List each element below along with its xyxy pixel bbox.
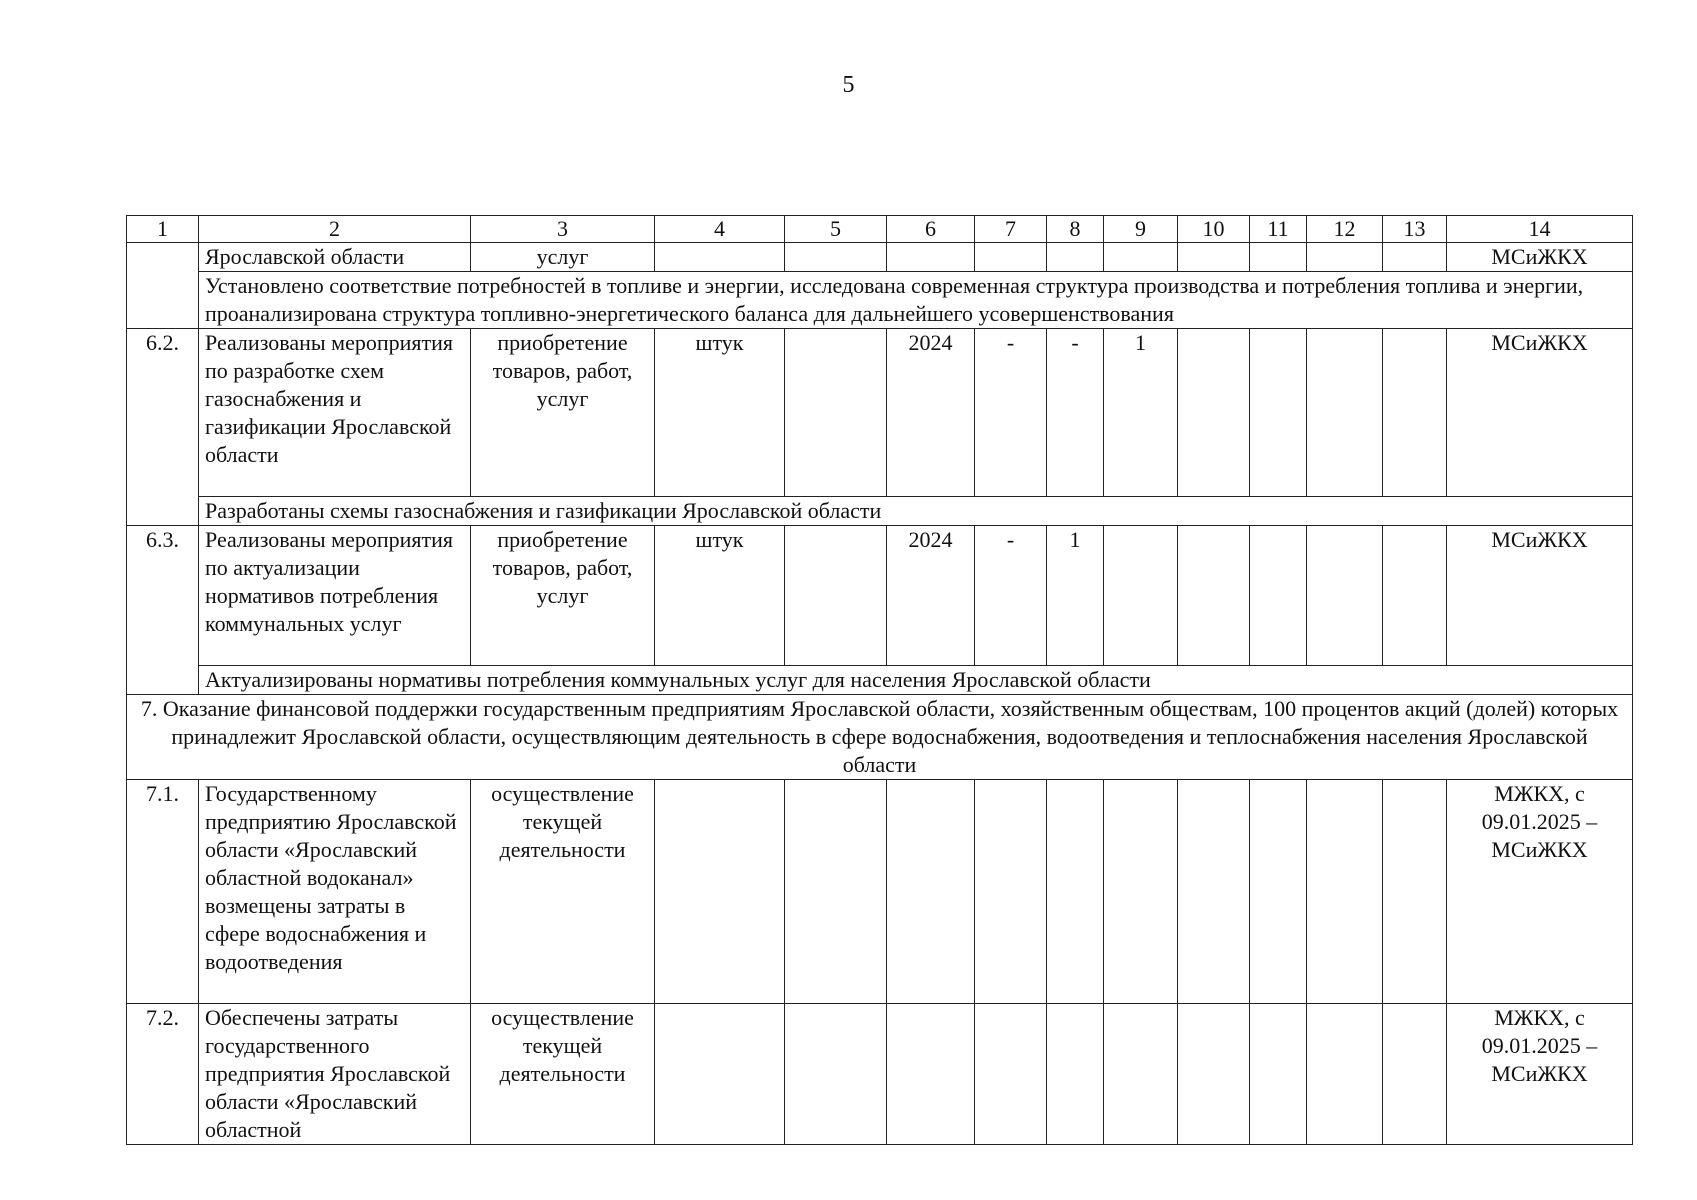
value-cell: 1: [1047, 526, 1104, 666]
header-cell: 14: [1447, 216, 1633, 243]
measure-name-cell: Реализованы мероприятия по разработке схем газоснабжения и газификации Ярославской области: [199, 329, 471, 497]
type-cell: приобретение товаров, работ, услуг: [471, 526, 655, 666]
value-cell: -: [975, 329, 1047, 497]
section-title: 7. Оказание финансовой поддержки государственным предприятиям Ярославской области, хозяйственным обществам, 100 процентов акций (долей) которых принадлежит Ярославской области, осуществляющим деятельность в сфере водоснабжения, водоотведения и теплоснабжения населения Ярославской области: [127, 695, 1633, 780]
result-row: [127, 497, 1633, 526]
type-cell: приобретение товаров, работ, услуг: [471, 329, 655, 497]
result-note: Установлено соответствие потребностей в топливе и энергии, исследована современная структура производства и потребления топлива и энергии, проанализирована структура топливно-энергетического баланса для дальнейшего усовершенствования: [199, 272, 1633, 329]
measure-name-cell: Реализованы мероприятия по актуализации нормативов потребления коммунальных услуг: [199, 526, 471, 666]
responsible-cell: МСиЖКХ: [1447, 526, 1633, 666]
responsible-cell: МСиЖКХ: [1447, 329, 1633, 497]
header-cell: 5: [785, 216, 887, 243]
result-note: Актуализированы нормативы потребления коммунальных услуг для населения Ярославской области: [199, 666, 1633, 695]
value-cell: -: [1047, 329, 1104, 497]
measures-table: [126, 215, 1633, 1145]
table-row: [127, 526, 1633, 666]
header-cell: 1: [127, 216, 199, 243]
type-cell: услуг: [471, 243, 655, 272]
unit-cell: штук: [655, 526, 785, 666]
row-number-cell: 7.1.: [127, 780, 199, 1004]
type-cell: осуществление текущей деятельности: [471, 780, 655, 1004]
header-cell: 13: [1383, 216, 1447, 243]
type-cell: осуществление текущей деятельности: [471, 1004, 655, 1145]
header-cell: 12: [1307, 216, 1383, 243]
header-cell: 10: [1178, 216, 1250, 243]
row-number-cell: [127, 243, 199, 329]
header-cell: 3: [471, 216, 655, 243]
table-row: [127, 329, 1633, 497]
header-cell: 8: [1047, 216, 1104, 243]
result-row: [127, 666, 1633, 695]
table-row: [127, 780, 1633, 1004]
value-cell: 1: [1104, 329, 1178, 497]
unit-cell: штук: [655, 329, 785, 497]
header-cell: 11: [1250, 216, 1307, 243]
section-row: [127, 695, 1633, 780]
row-number-cell: 6.2.: [127, 329, 199, 526]
header-cell: 9: [1104, 216, 1178, 243]
header-cell: 6: [887, 216, 975, 243]
year-cell: 2024: [887, 329, 975, 497]
table-row: [127, 1004, 1633, 1145]
measure-name-cell: Государственному предприятию Ярославской области «Ярославский областной водоканал» возмещены затраты в сфере водоснабжения и водоотведения: [199, 780, 471, 1004]
responsible-cell: МСиЖКХ: [1447, 243, 1633, 272]
header-cell: 7: [975, 216, 1047, 243]
responsible-cell: МЖКХ, с 09.01.2025 – МСиЖКХ: [1447, 780, 1633, 1004]
measure-name-cell: Обеспечены затраты государственного предприятия Ярославской области «Ярославский областной: [199, 1004, 471, 1145]
responsible-cell: МЖКХ, с 09.01.2025 – МСиЖКХ: [1447, 1004, 1633, 1145]
page-number: 5: [842, 72, 855, 98]
header-cell: 4: [655, 216, 785, 243]
header-cell: 2: [199, 216, 471, 243]
value-cell: -: [975, 526, 1047, 666]
row-number-cell: 6.3.: [127, 526, 199, 695]
row-number-cell: 7.2.: [127, 1004, 199, 1145]
year-cell: 2024: [887, 526, 975, 666]
result-row: [127, 272, 1633, 329]
result-note: Разработаны схемы газоснабжения и газификации Ярославской области: [199, 497, 1633, 526]
table-row: [127, 243, 1633, 272]
header-row: [127, 216, 1633, 243]
measure-name-cell: Ярославской области: [199, 243, 471, 272]
